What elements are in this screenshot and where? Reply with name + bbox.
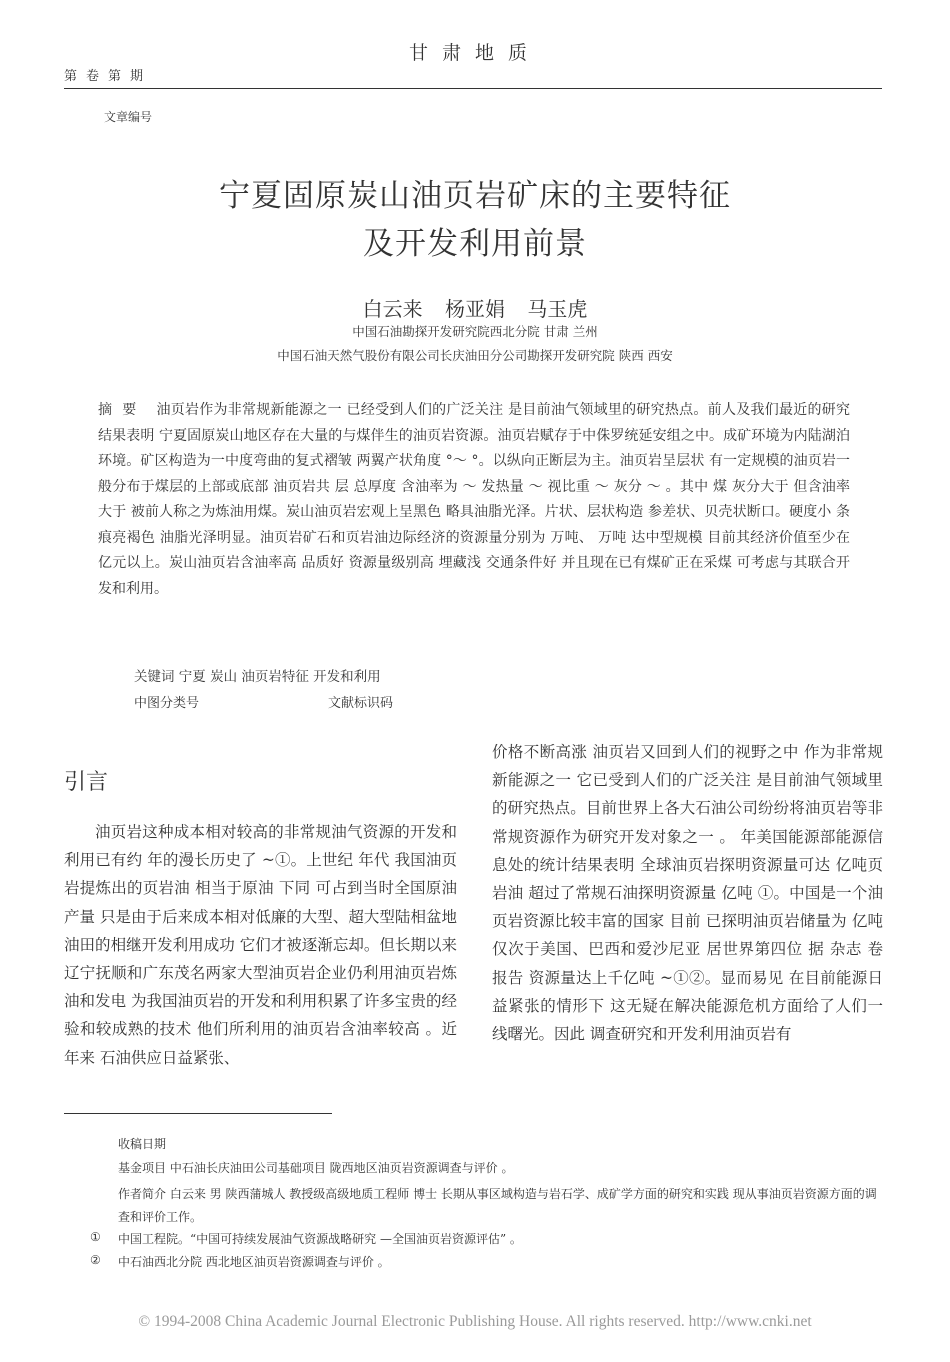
footnote-mark-1: ① [90, 1230, 101, 1244]
affiliation-2: 中国石油天然气股份有限公司长庆油田分公司勘探开发研究院 陕西 西安 [277, 348, 673, 363]
author-2: 杨亚娟 [445, 297, 505, 321]
abstract-label: 摘要 [98, 402, 147, 418]
footnote-mark-2: ② [90, 1253, 101, 1267]
body-paragraph: 油页岩这种成本相对较高的非常规油气资源的开发和利用已有约 年的漫长历史了 ~①。上世纪 年代 我国油页岩提炼出的页岩油 相当于原油 下同 可占到当时全国原油产量 只是由于后来成本相对低廉的大型、超大型陆相盆地油田的相继开发利用成功 它们才被逐渐忘却。但长期以来辽宁抚顺和广东茂名两家大型油页岩企业仍利用油页岩炼油和发电 为我国油页岩的开发和利用积累了许多宝贵的经验和较成熟的技术 他们所利用的油页岩含油率较高 。近年来 石油供应日益紧张、 [64, 823, 457, 1067]
footnote-text-1: 中国工程院。“中国可持续发展油气资源战略研究 —全国油页岩资源评估” 。 [118, 1232, 522, 1246]
journal-name: 甘肃地质 [408, 42, 541, 64]
body-left-column [64, 818, 457, 1072]
body-right-column: 价格不断高涨 油页岩又回到人们的视野之中 作为非常规新能源之一 它已受到人们的广泛关注 是目前油气领域里的研究热点。目前世界上各大石油公司纷纷将油页岩等非常规资源作为研究开发对象之一 。 年美国能源部能源信息处的统计结果表明 全球油页岩探明资源量可达 亿吨页岩油 超过了常规石油探明资源量 亿吨 ①。中国是一个油页岩资源比较丰富的国家 目前 已探明油页岩储量为 亿吨 仅次于美国、巴西和爱沙尼亚 居世界第四位 据 杂志 卷报告 资源量达上千亿吨 ~①②。显而易见 在目前能源日益紧张的情形下 这无疑在解决能源危机方面给了人们一线曙光。因此 调查研究和开发利用油页岩有 [492, 743, 883, 1044]
author-1: 白云来 [362, 297, 423, 321]
abstract-text: 油页岩作为非常规新能源之一 已经受到人们的广泛关注 是目前油气领域里的研究热点。前人及我们最近的研究结果表明 宁夏固原炭山地区存在大量的与煤伴生的油页岩资源。油页岩赋存于中侏罗统延安组之中。成矿环境为内陆湖泊环境。矿区构造为一中度弯曲的复式褶皱 两翼产状角度 °～ °。以纵向正断层为主。油页岩呈层状 有一定规模的油页岩一般分布于煤层的上部或底部 油页岩共 层 总厚度 含油率为 ～ 发热量 ～ 视比重 ～ 灰分 ～ 。其中 煤 灰分大于 但含油率大于 被前人称之为炼油用煤。炭山油页岩宏观上呈黑色 略具油脂光泽。片状、层状构造 参差状、贝壳状断口。硬度小 条痕亮褐色 油脂光泽明显。油页岩矿石和页岩油边际经济的资源量分别为 万吨、 万吨 达中型规模 目前其经济价值至少在 亿元以上。炭山油页岩含油率高 品质好 资源量级别高 埋藏浅 交通条件好 并且现在已有煤矿正在采煤 可考虑与其联合开发和利用。 [98, 402, 850, 597]
copyright-line: © 1994-2008 China Academic Journal Electronic Publishing House. All rights reserved. http://www.cnki.net [138, 1313, 812, 1330]
article-number-label: 文章编号 [104, 110, 153, 124]
footnote-text-2: 中石油西北分院 西北地区油页岩资源调查与评价 。 [118, 1255, 390, 1269]
header-rule [64, 88, 882, 89]
section-heading-intro: 引言 [64, 770, 109, 795]
footnote-rule [64, 1113, 332, 1114]
author-list [0, 293, 950, 322]
fund-project: 基金项目 中石油长庆油田公司基础项目 陇西地区油页岩资源调查与评价 。 [118, 1161, 514, 1175]
author-bio: 作者简介 白云来 男 陕西蒲城人 教授级高级地质工程师 博士 长期从事区域构造与岩石学、成矿学方面的研究和实践 现从事油页岩资源方面的调查和评价工作。 [118, 1187, 877, 1224]
author-3: 马玉虎 [527, 297, 588, 321]
affiliation-1: 中国石油勘探开发研究院西北分院 甘肃 兰州 [352, 324, 598, 339]
keywords: 关键词 宁夏 炭山 油页岩特征 开发和利用 [134, 669, 381, 685]
doc-code-label: 文献标识码 [328, 696, 394, 711]
issue-info: 第卷第期 [64, 69, 153, 84]
title-line-2: 及开发利用前景 [363, 226, 587, 262]
received-date: 收稿日期 [118, 1137, 167, 1151]
title-line-1: 宁夏固原炭山油页岩矿床的主要特征 [219, 178, 731, 214]
clc-label: 中图分类号 [134, 696, 200, 711]
abstract [98, 398, 850, 602]
